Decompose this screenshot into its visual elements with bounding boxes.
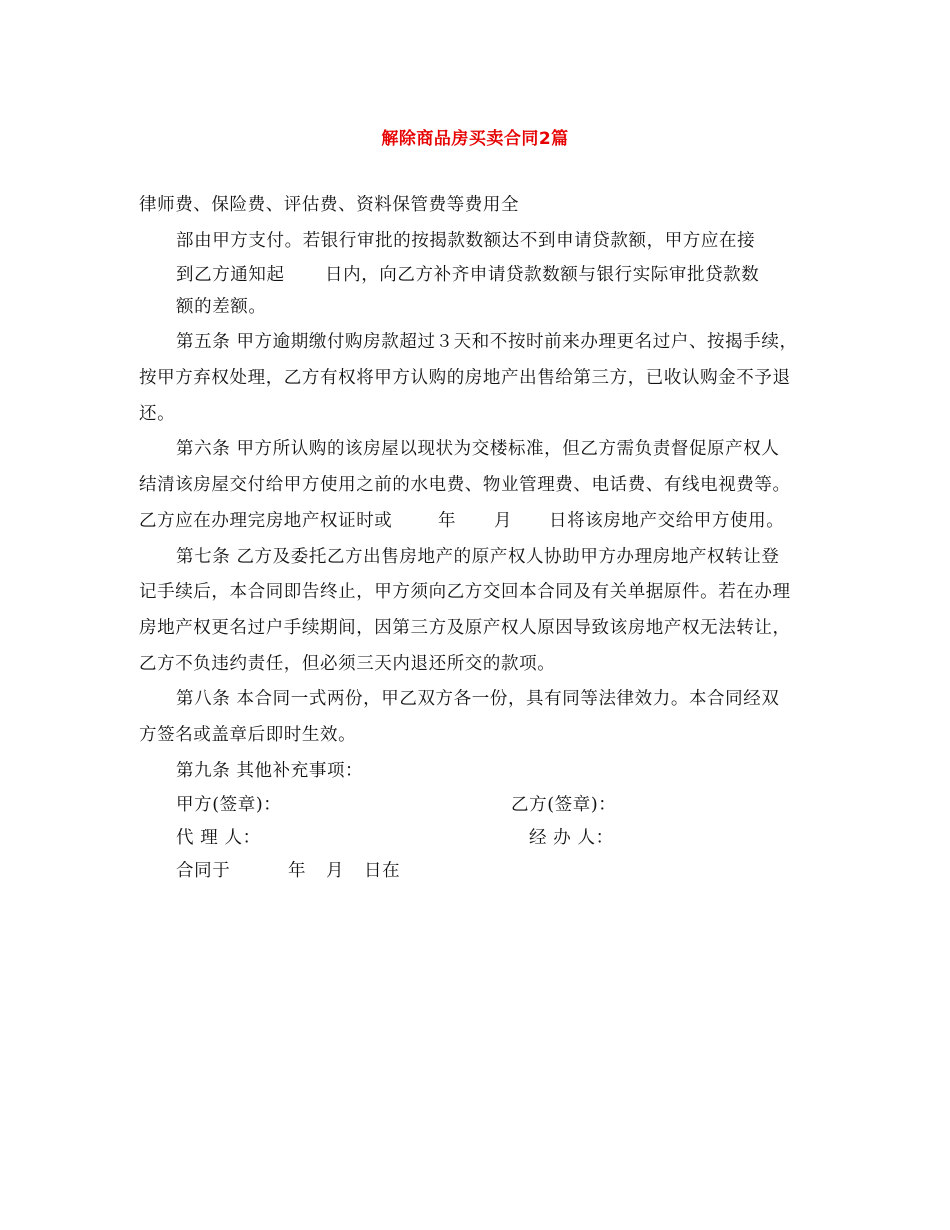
article-9-line: 第九条 其他补充事项： — [176, 761, 364, 781]
party-a-signature-label: 甲方(签章)： — [176, 795, 282, 815]
party-b-signature-label: 乙方(签章)： — [511, 795, 617, 815]
month-label: 月 — [494, 511, 513, 531]
article-8-line: 第八条 本合同一式两份，甲乙双方各一份，具有同等法律效力。本合同经双 — [176, 689, 780, 709]
article-5-line: 第五条 甲方逾期缴付购房款超过３天和不按时前来办理更名过户、按揭手续， — [176, 332, 798, 352]
day-label: 日在 — [364, 861, 401, 881]
paragraph-line: 律师费、保险费、评估费、资料保管费等费用全 — [139, 195, 520, 215]
paragraph-line: 日将该房地产交给甲方使用。 — [549, 511, 785, 531]
document-title: 解除商品房买卖合同2篇 — [381, 129, 569, 149]
year-label: 年 — [288, 861, 307, 881]
paragraph-line: 额的差额。 — [176, 297, 267, 317]
paragraph-line: 按甲方弃权处理，乙方有权将甲方认购的房地产出售给第三方，已收认购金不予退 — [139, 368, 791, 388]
paragraph-line: 房地产权更名过户手续期间，因第三方及原产权人原因导致该房地产权无法转让， — [139, 618, 791, 638]
handler-label: 经 办 人： — [529, 828, 614, 848]
paragraph-line: 日内，向乙方补齐申请贷款数额与银行实际审批贷款数 — [325, 265, 760, 285]
paragraph-line: 结清该房屋交付给甲方使用之前的水电费、物业管理费、电话费、有线电视费等。 — [139, 475, 791, 495]
paragraph-line: 还。 — [139, 404, 176, 424]
year-label: 年 — [438, 511, 457, 531]
paragraph-line: 乙方不负违约责任，但必须三天内退还所交的款项。 — [139, 654, 556, 674]
paragraph-line: 记手续后，本合同即告终止，甲方须向乙方交回本合同及有关单据原件。若在办理 — [139, 582, 791, 602]
agent-label: 代 理 人： — [176, 828, 261, 848]
paragraph-line: 方签名或盖章后即时生效。 — [139, 725, 357, 745]
paragraph-line: 部由甲方支付。若银行审批的按揭款数额达不到申请贷款额，甲方应在接 — [176, 231, 756, 251]
article-6-line: 第六条 甲方所认购的该房屋以现状为交楼标准，但乙方需负责督促原产权人 — [176, 439, 780, 459]
paragraph-line: 乙方应在办理完房地产权证时或 — [139, 511, 393, 531]
article-7-line: 第七条 乙方及委托乙方出售房地产的原产权人协助甲方办理房地产权转让登 — [176, 547, 780, 567]
month-label: 月 — [326, 861, 345, 881]
contract-date-label: 合同于 — [176, 861, 231, 881]
paragraph-line: 到乙方通知起 — [176, 265, 285, 285]
